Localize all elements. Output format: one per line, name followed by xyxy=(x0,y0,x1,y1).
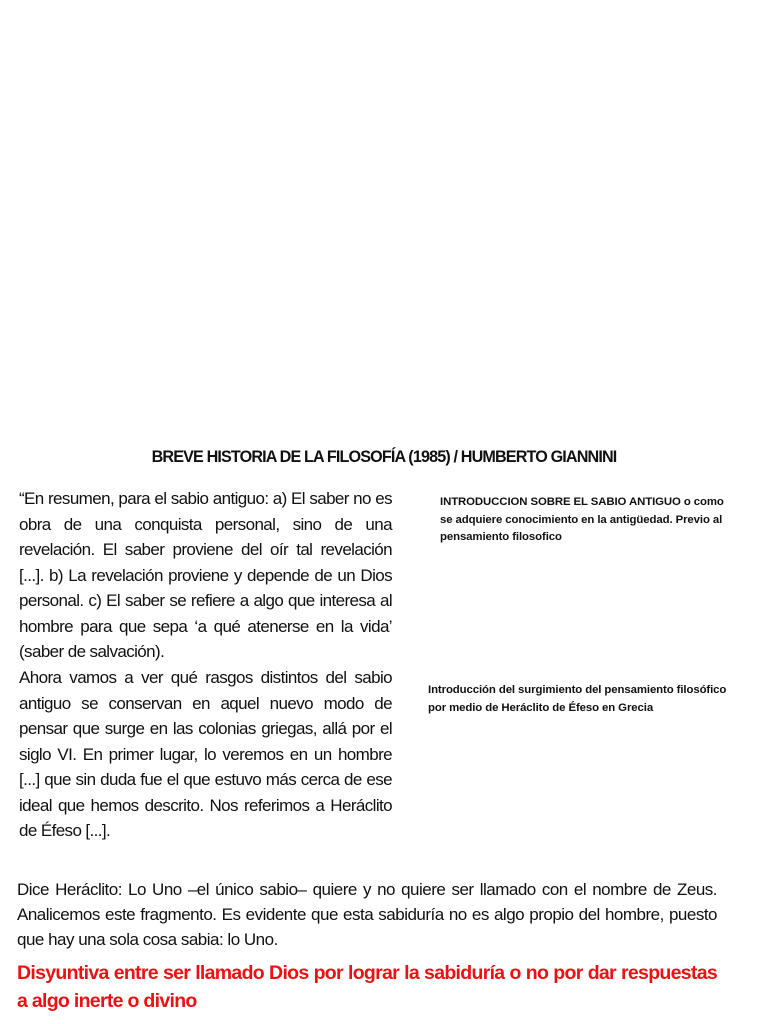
margin-note-heraclito: Introducción del surgimiento del pensamiento filosófico por medio de Heráclito de Éfeso en Grecia xyxy=(428,684,727,714)
highlighted-annotation: Disyuntiva entre ser llamado Dios por lograr la sabiduría o no por dar respuestas a algo inerte o divino xyxy=(17,962,717,1012)
body-paragraph: Ahora vamos a ver qué rasgos distintos del sabio antiguo se conservan en aquel nuevo modo de pensar que surge en las colonias griegas, allá por el siglo VI. En primer lugar, lo veremos en un hombre [...] que sin duda fue el que estuvo más cerca de ese ideal que hemos descrito. Nos referimos a Heráclito de Éfeso [...]. xyxy=(19,668,392,840)
heraclito-fragment-paragraph: Dice Heráclito: Lo Uno –el único sabio– quiere y no quiere ser llamado con el nombre de Zeus. Analicemos este fragmento. Es evidente que esta sabiduría no es algo propio del hombre, puesto que hay una sola cosa sabia: lo Uno. xyxy=(17,880,717,949)
margin-note-sabio-antiguo: INTRODUCCION SOBRE EL SABIO ANTIGUO o como se adquiere conocimiento en la antigüedad. Previo al pensamiento filosofico xyxy=(440,496,724,543)
document-title: BREVE HISTORIA DE LA FILOSOFÍA (1985) / HUMBERTO GIANNINI xyxy=(151,447,617,466)
quote-paragraph: “En resumen, para el sabio antiguo: a) El saber no es obra de una conquista personal, sino de una revelación. El saber proviene del oír tal revelación [...]. b) La revelación proviene y depende de un Dios personal. c) El saber se refiere a algo que interesa al hombre para que sepa ‘a qué atenerse en la vida’ (saber de salvación). xyxy=(19,489,392,661)
